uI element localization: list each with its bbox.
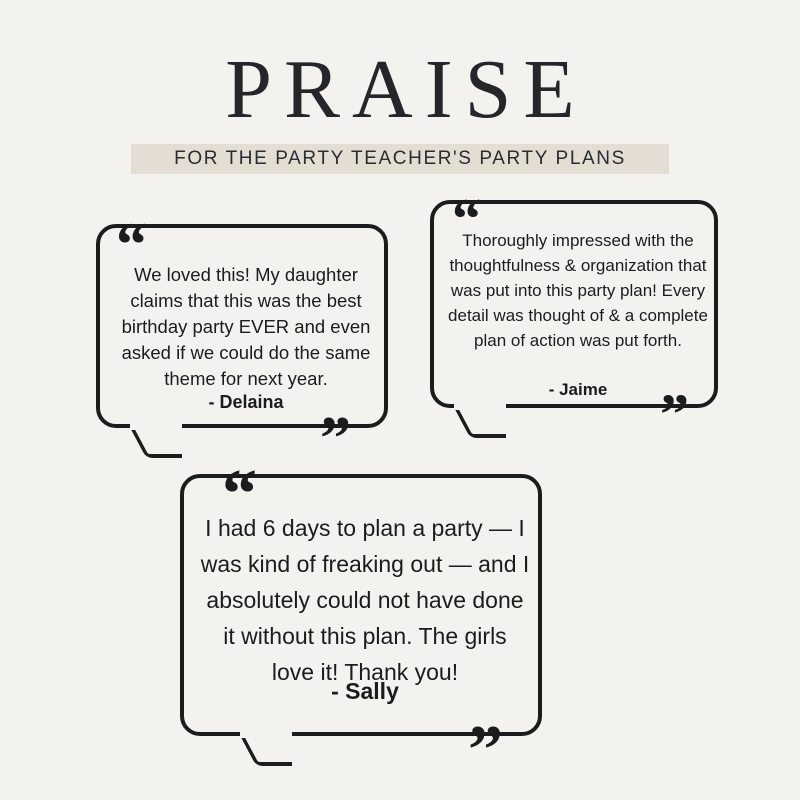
testimonial-author: - Sally: [331, 678, 399, 704]
testimonial-author: - Jaime: [548, 380, 608, 399]
quote-close-icon: ”: [468, 712, 503, 789]
speech-bubble-tail-join: [240, 730, 290, 738]
testimonial-text: We loved this! My daughter claims that this was the best birthday party EVER and even asked if we could do the same theme for next year.: [121, 264, 371, 389]
speech-bubble-tail-join: [130, 422, 178, 430]
testimonial-text: Thoroughly impressed with the thoughtfulness & organization that was put into this party plan! Every detail was thought of & a complete plan of action was put forth.: [448, 231, 708, 350]
quote-close-icon: ”: [660, 382, 689, 447]
page-subtitle: FOR THE PARTY TEACHER'S PARTY PLANS: [174, 148, 626, 169]
quote-open-icon: “: [452, 186, 481, 251]
quote-open-icon: “: [222, 456, 257, 533]
speech-bubble-tail-join: [454, 402, 502, 410]
page-title: PRAISE: [225, 43, 587, 136]
testimonial-text: I had 6 days to plan a party — I was kind of freaking out — and I absolutely could not have done it without this plan. The girls love it! Thank you!: [200, 515, 530, 685]
quote-open-icon: “: [116, 211, 147, 279]
quote-close-icon: ”: [320, 405, 351, 473]
testimonial-author: - Delaina: [208, 392, 284, 412]
